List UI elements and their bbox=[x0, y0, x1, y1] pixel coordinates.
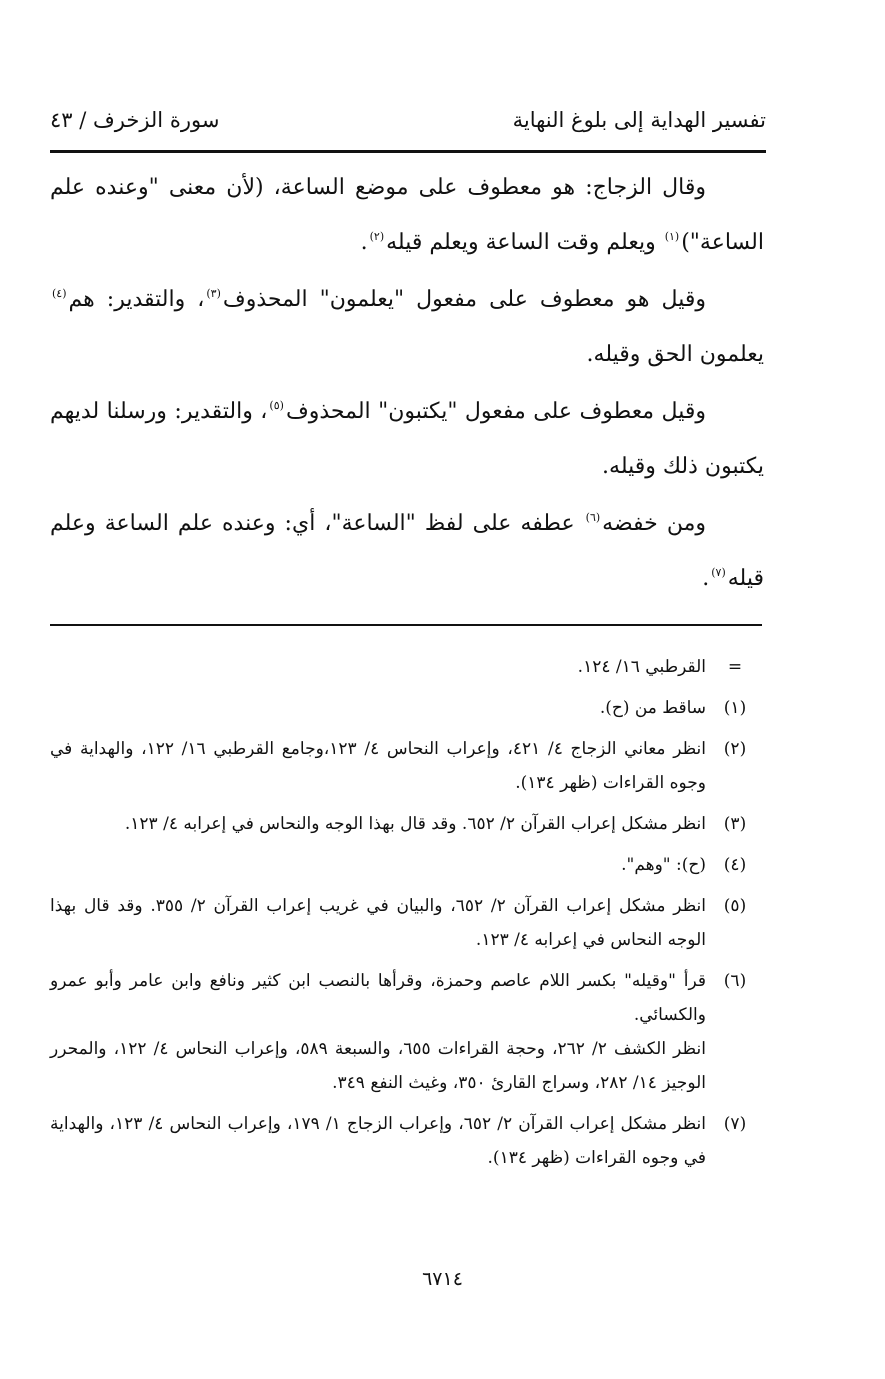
footnote-number: (٧) bbox=[723, 1114, 747, 1134]
text-run: . bbox=[360, 230, 368, 255]
main-text bbox=[50, 160, 764, 608]
footnote-line: القرطبي ١٦/ ١٢٤. bbox=[577, 657, 706, 677]
footnote-item bbox=[50, 807, 764, 841]
footnote-line: انظر مشكل إعراب القرآن ٢/ ٦٥٢. وقد قال بهذا الوجه والنحاس في إعرابه ٤/ ١٢٣. bbox=[124, 814, 706, 834]
footnote-number: (٥) bbox=[723, 896, 747, 916]
footnote-ref[interactable]: (٣) bbox=[206, 287, 221, 300]
footnote-ref[interactable]: (٤) bbox=[52, 287, 67, 300]
footnote-line: (ح): "وهم". bbox=[621, 855, 706, 875]
footnote-line: انظر مشكل إعراب القرآن ٢/ ٦٥٢، والبيان في غريب إعراب القرآن ٢/ ٣٥٥. وقد قال بهذا الوجه النحاس في إعرابه ٤/ ١٢٣. bbox=[50, 896, 707, 950]
footnote-ref[interactable]: (١) bbox=[664, 230, 680, 243]
footnote-line: ساقط من (ح). bbox=[599, 698, 706, 718]
footnote-ref[interactable]: (٥) bbox=[269, 399, 284, 412]
footnote-text bbox=[50, 889, 706, 957]
footnote-line: انظر مشكل إعراب القرآن ٢/ ٦٥٢، وإعراب الزجاج ١/ ١٧٩، وإعراب النحاس ٤/ ١٢٣، والهداية في وجوه القراءات (ظهر ١٣٤). bbox=[50, 1114, 706, 1168]
footnote-number: (٢) bbox=[723, 739, 747, 759]
footnote-item bbox=[50, 848, 764, 882]
footnotes bbox=[50, 650, 764, 1182]
footnote-item bbox=[50, 650, 764, 684]
text-run: وقيل معطوف على مفعول "يكتبون" المحذوف bbox=[285, 399, 706, 424]
text-run: ويعلم وقت الساعة ويعلم قيله bbox=[386, 230, 663, 255]
running-header bbox=[50, 100, 766, 140]
footnote-text bbox=[50, 1107, 706, 1175]
text-run: ومن خفضه bbox=[602, 511, 707, 536]
text-run: . bbox=[702, 566, 710, 591]
text-run: وقيل هو معطوف على مفعول "يعلمون" المحذوف bbox=[222, 287, 706, 312]
footnote-text bbox=[50, 691, 706, 725]
footnote-item bbox=[50, 964, 764, 1100]
footnote-ref[interactable]: (٧) bbox=[711, 566, 726, 579]
paragraph bbox=[50, 160, 764, 270]
surah-label: سورة الزخرف / ٤٣ bbox=[50, 108, 220, 132]
footnote-separator bbox=[50, 624, 762, 626]
footnote-text bbox=[50, 848, 706, 882]
footnote-line: انظر معاني الزجاج ٤/ ٤٢١، وإعراب النحاس ٤/ ١٢٣،وجامع القرطبي ١٦/ ١٢٢، والهداية في وجوه القراءات (ظهر ١٣٤). bbox=[50, 739, 706, 793]
text-run: عطفه على لفظ "الساعة"، أي: وعنده علم الساعة وعلم قيله bbox=[50, 511, 764, 591]
footnote-number: (٤) bbox=[723, 855, 747, 875]
footnote-number: (٦) bbox=[723, 971, 747, 991]
text-run: ، والتقدير: ورسلنا لديهم يكتبون ذلك وقيله. bbox=[50, 399, 764, 479]
footnote-text bbox=[50, 964, 706, 1100]
footnote-item bbox=[50, 889, 764, 957]
footnote-ref[interactable]: (٦) bbox=[585, 511, 601, 524]
paragraph bbox=[50, 384, 764, 494]
footnote-item bbox=[50, 732, 764, 800]
footnote-line: قرأ "وقيله" بكسر اللام عاصم وحمزة، وقرأها بالنصب ابن كثير ونافع وابن عامر وأبو عمرو والكسائي. bbox=[50, 971, 706, 1025]
footnote-number: (١) bbox=[723, 698, 747, 718]
footnote-text bbox=[50, 807, 706, 841]
header-rule bbox=[50, 150, 766, 153]
footnote-number: = bbox=[727, 657, 743, 677]
footnote-text bbox=[50, 650, 706, 684]
footnote-line: انظر الكشف ٢/ ٢٦٢، وحجة القراءات ٦٥٥، والسبعة ٥٨٩، وإعراب النحاس ٤/ ١٢٢، والمحرر الوجيز ١٤/ ٢٨٢، وسراج القارئ ٣٥٠، وغيث النفع ٣٤٩. bbox=[50, 1039, 706, 1093]
page-number: ٦٧١٤ bbox=[422, 1268, 463, 1290]
footnote-item bbox=[50, 691, 764, 725]
paragraph bbox=[50, 272, 764, 382]
paragraph bbox=[50, 496, 764, 606]
text-run: يعلمون الحق وقيله. bbox=[586, 342, 764, 367]
text-run: وقال الزجاج: هو معطوف على موضع الساعة، (لأن معنى "وعنده علم الساعة") bbox=[50, 175, 764, 255]
book-title: تفسير الهداية إلى بلوغ النهاية bbox=[512, 108, 766, 132]
footnote-item bbox=[50, 1107, 764, 1175]
text-run: ، والتقدير: هم bbox=[68, 287, 205, 312]
footnote-text bbox=[50, 732, 706, 800]
footnote-ref[interactable]: (٢) bbox=[369, 230, 385, 243]
footnote-number: (٣) bbox=[723, 814, 747, 834]
